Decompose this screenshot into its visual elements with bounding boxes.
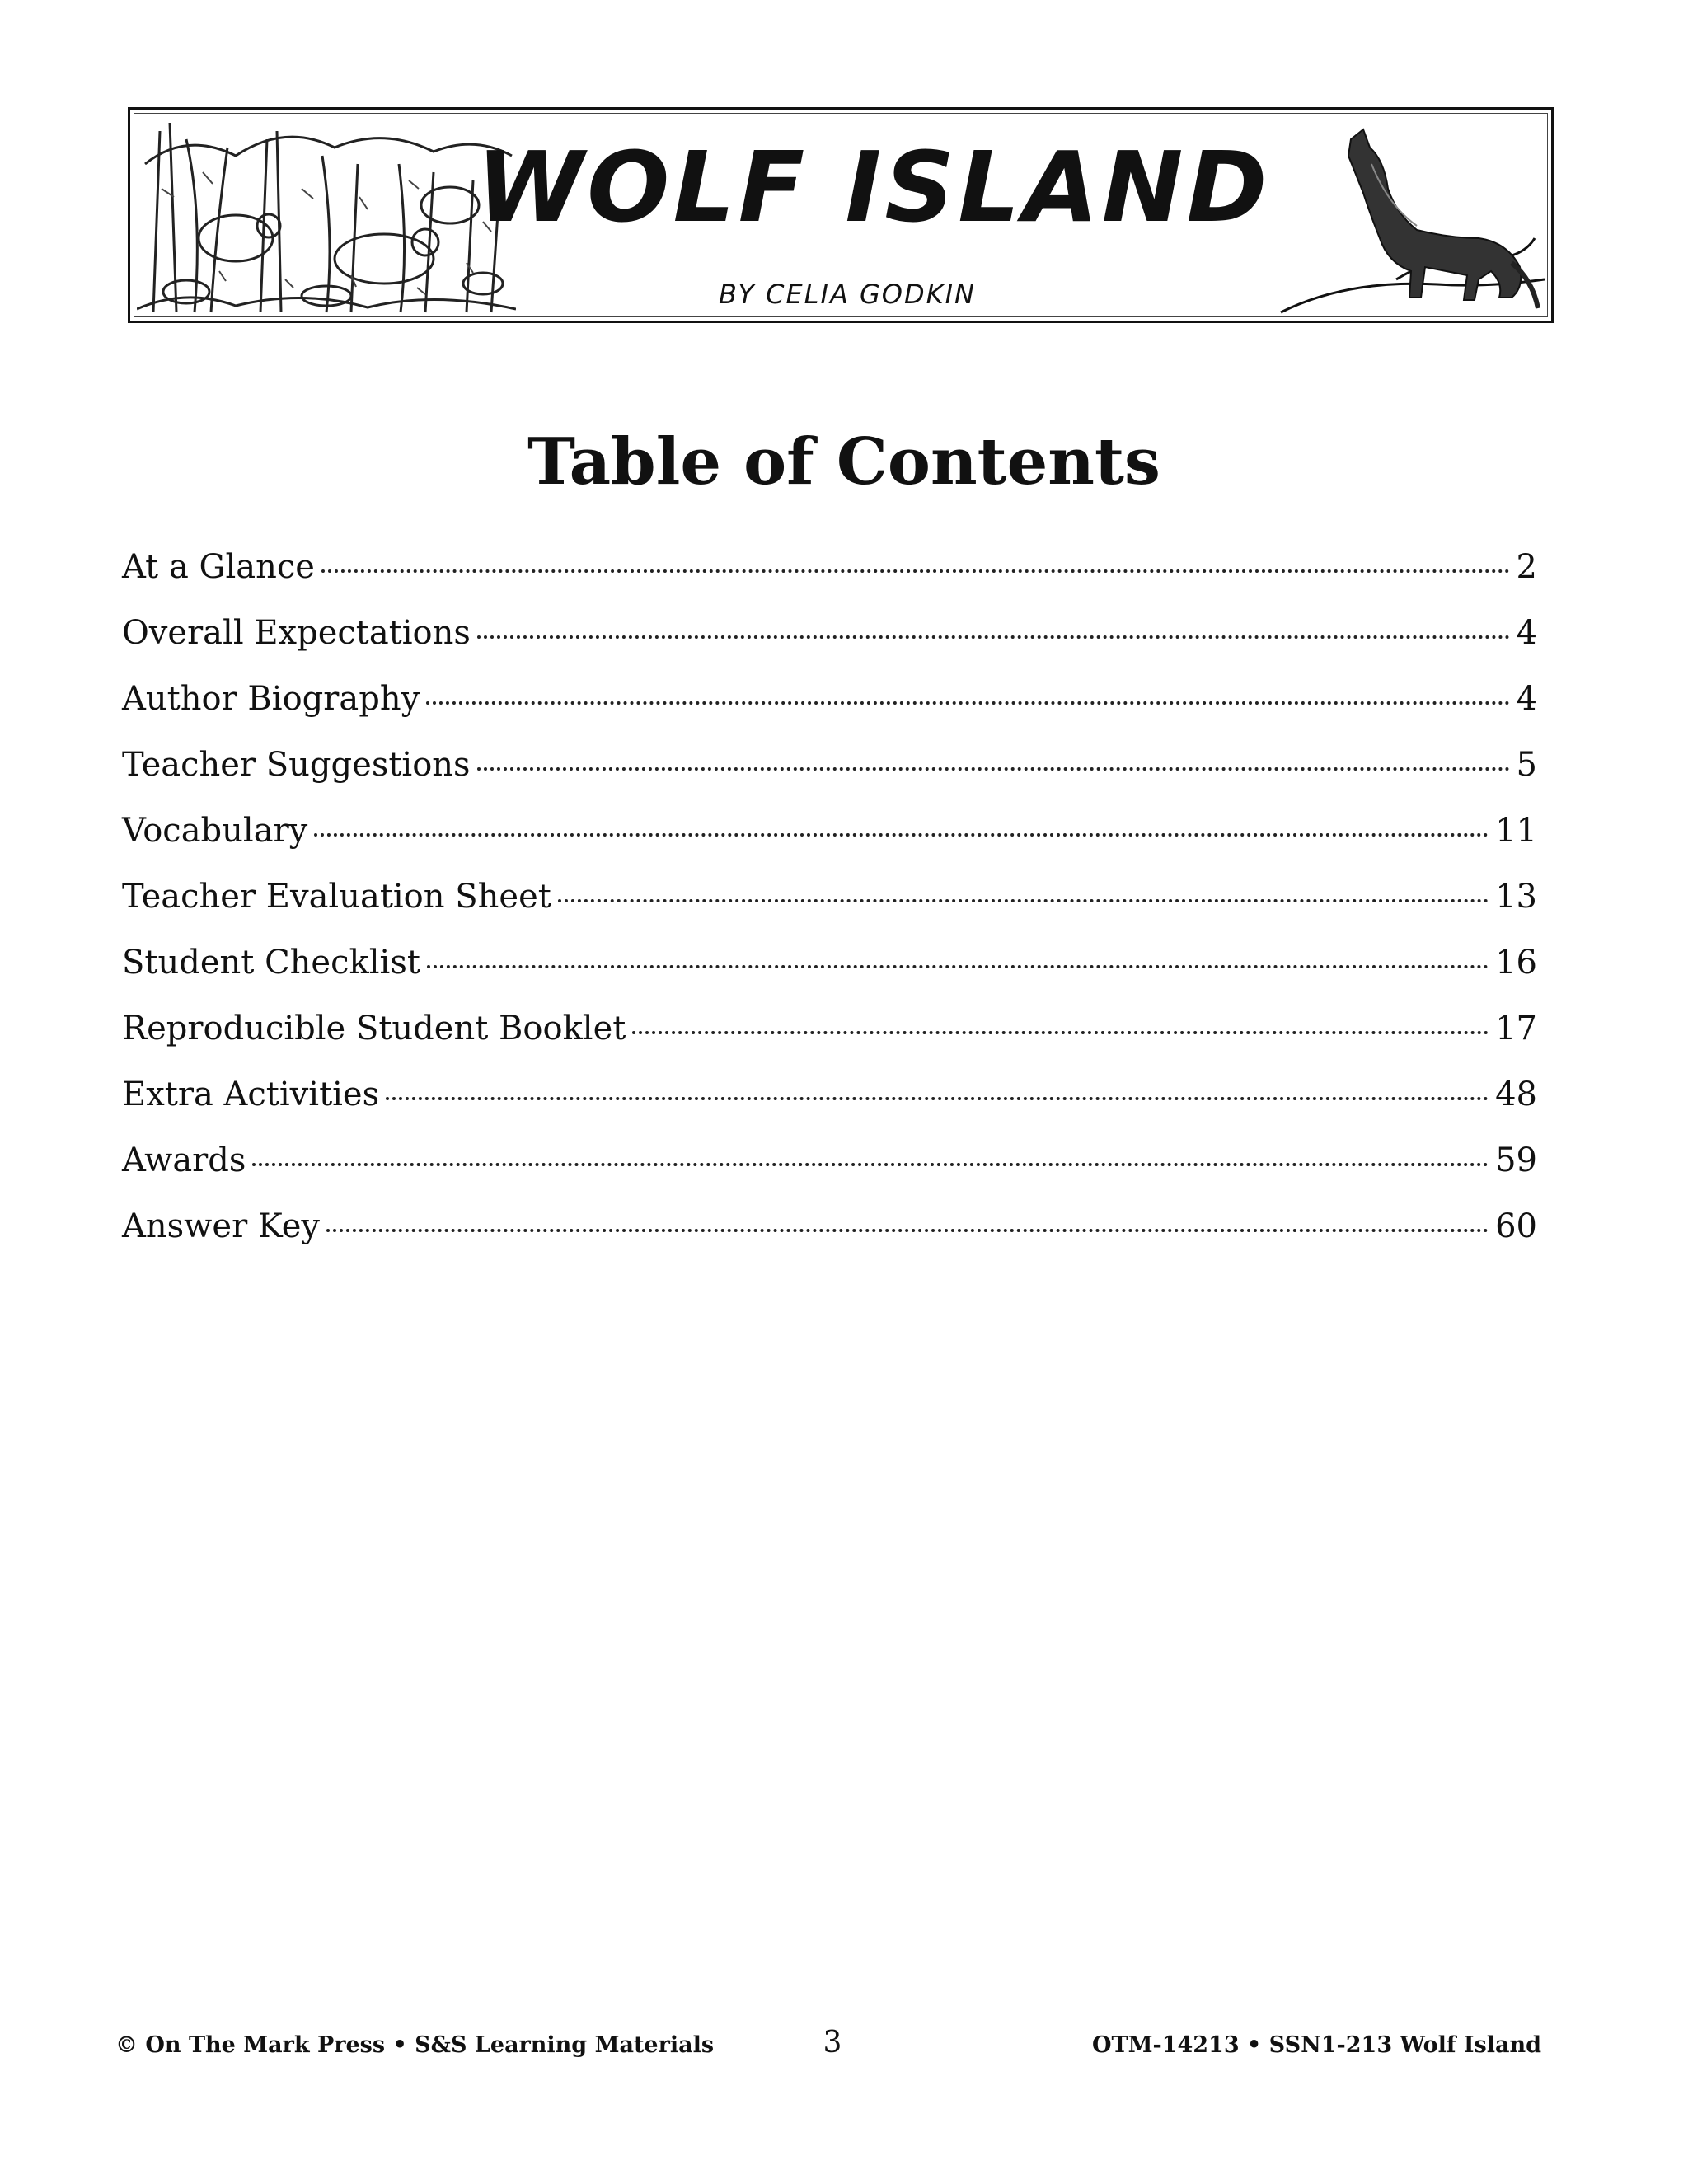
toc-entry-answer-key bbox=[122, 1207, 1537, 1273]
toc-entry-label: Awards bbox=[122, 1141, 246, 1179]
toc-entry-label: Vocabulary bbox=[122, 812, 308, 850]
toc-entry-label: Answer Key bbox=[122, 1207, 320, 1245]
footer-copyright: © On The Mark Press • S&S Learning Materials bbox=[115, 2032, 715, 2058]
dot-leader bbox=[632, 1031, 1489, 1034]
dot-leader bbox=[314, 833, 1489, 837]
footer-page-number: 3 bbox=[823, 2026, 842, 2060]
toc-entry-label: Student Checklist bbox=[122, 944, 420, 982]
title-banner bbox=[128, 107, 1554, 323]
toc-entry-label: Teacher Evaluation Sheet bbox=[122, 878, 551, 916]
dot-leader bbox=[558, 899, 1489, 902]
dot-leader bbox=[426, 701, 1509, 705]
dot-leader bbox=[477, 635, 1510, 639]
toc-entry-overall-expectations bbox=[122, 614, 1537, 680]
toc-entry-teacher-suggestions bbox=[122, 746, 1537, 812]
toc-entry-vocabulary bbox=[122, 812, 1537, 878]
dot-leader bbox=[252, 1163, 1489, 1166]
dot-leader bbox=[321, 569, 1510, 573]
toc-entry-page: 13 bbox=[1495, 878, 1537, 916]
toc-entry-page: 59 bbox=[1495, 1141, 1537, 1179]
page-title: Table of Contents bbox=[528, 424, 1160, 499]
footer-product-code: OTM-14213 • SSN1-213 Wolf Island bbox=[1091, 2032, 1541, 2058]
dot-leader bbox=[326, 1229, 1489, 1232]
dot-leader bbox=[386, 1097, 1489, 1100]
toc-entry-page: 5 bbox=[1516, 746, 1537, 784]
toc-entry-label: At a Glance bbox=[122, 548, 315, 586]
toc-entry-label: Extra Activities bbox=[122, 1076, 380, 1113]
toc-entry-page: 4 bbox=[1516, 680, 1537, 718]
toc-entry-teacher-evaluation-sheet bbox=[122, 878, 1537, 944]
toc-entry-extra-activities bbox=[122, 1076, 1537, 1141]
table-of-contents bbox=[122, 548, 1537, 1273]
dot-leader bbox=[427, 965, 1489, 968]
toc-entry-label: Author Biography bbox=[122, 680, 420, 718]
toc-entry-label: Teacher Suggestions bbox=[122, 746, 471, 784]
toc-entry-author-biography bbox=[122, 680, 1537, 746]
toc-entry-page: 60 bbox=[1495, 1207, 1537, 1245]
toc-entry-label: Reproducible Student Booklet bbox=[122, 1010, 626, 1047]
toc-entry-at-a-glance bbox=[122, 548, 1537, 614]
toc-entry-page: 2 bbox=[1516, 548, 1537, 586]
dot-leader bbox=[477, 767, 1510, 771]
toc-entry-page: 48 bbox=[1495, 1076, 1537, 1113]
book-author: BY CELIA GODKIN bbox=[719, 279, 976, 310]
toc-entry-page: 16 bbox=[1495, 944, 1537, 982]
toc-entry-page: 4 bbox=[1516, 614, 1537, 652]
toc-entry-awards bbox=[122, 1141, 1537, 1207]
toc-entry-student-checklist bbox=[122, 944, 1537, 1010]
forest-animals-illustration bbox=[137, 115, 516, 316]
toc-entry-label: Overall Expectations bbox=[122, 614, 471, 652]
toc-entry-reproducible-student-booklet bbox=[122, 1010, 1537, 1076]
toc-entry-page: 17 bbox=[1495, 1010, 1537, 1047]
howling-wolf-illustration bbox=[1273, 115, 1545, 316]
toc-entry-page: 11 bbox=[1495, 812, 1537, 850]
book-title: WOLF ISLAND bbox=[476, 130, 1271, 244]
